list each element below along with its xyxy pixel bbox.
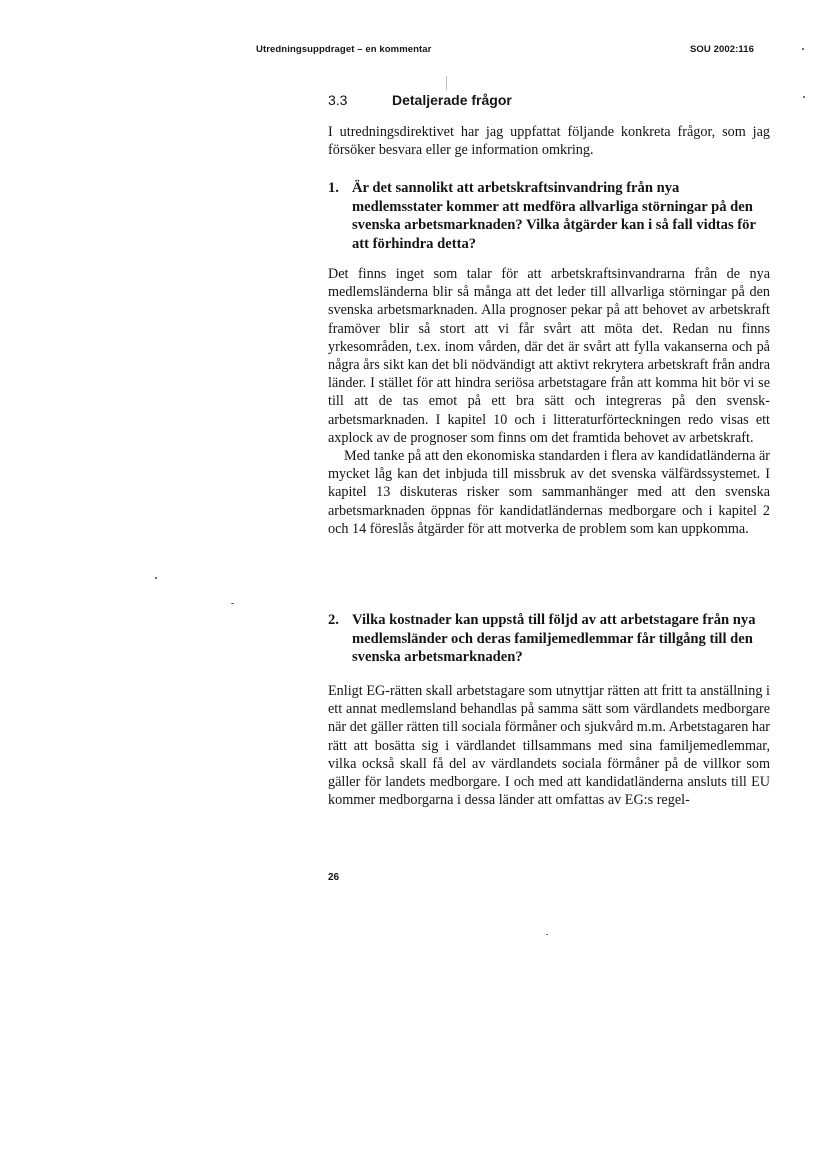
- scan-speck: [155, 577, 157, 579]
- question-1: [328, 179, 770, 253]
- answer-1-paragraph-2: Med tanke på att den ekonomiska standarden i flera av kandidatländerna är mycket låg kan det inbjuda till missbruk av det svenska välfärdssystemet. I kapitel 13 diskuteras risker som sammanhänger med att den svenska arbetsmarknaden öppnas för kandidatländernas medborgare och i kapitel 2 och 14 föreslås åtgärder för att motverka de problem som kan uppkomma.: [328, 448, 770, 537]
- scan-speck: [546, 934, 548, 935]
- question-2-text: Vilka kostnader kan uppstå till följd av att arbetstagare från nya medlemsländer och deras familjemedlemmar får tillgång till den svenska arbetsmarknaden?: [352, 612, 756, 666]
- question-2: [328, 611, 770, 667]
- page-number: 26: [328, 872, 340, 883]
- section-title: Detaljerade frågor: [392, 92, 512, 108]
- intro-paragraph: I utredningsdirektivet har jag uppfattat följande konkreta frågor, som jag försöker besvara eller ge information omkring.: [328, 124, 770, 159]
- scan-speck: [802, 48, 804, 50]
- answer-2-paragraph-1: Enligt EG-rätten skall arbetstagare som utnyttjar rätten att fritt ta anställning i ett annat medlemsland behandlas på samma sätt som värdlandets medborgare när det gäller rätten till sociala förmåner och sjukvård m.m. Arbetstagaren har rätt att bosätta sig i värdlandet tillsammans med sina familjemedlemmar, vilka också skall få del av värdlandets sociala förmåner på de villkor som gäller för landets medborgare. I och med att kandidatländerna ansluts till EU kommer medborgarna i dessa länder att omfattas av EG:s regel-: [328, 683, 770, 809]
- scan-mark: [446, 76, 447, 90]
- section-number: 3.3: [328, 92, 348, 108]
- question-2-number: 2.: [328, 612, 339, 628]
- running-head-right: SOU 2002:116: [690, 44, 755, 55]
- answer-1-text: [328, 265, 770, 538]
- running-head-left: Utredningsuppdraget – en kommentar: [256, 44, 432, 55]
- question-1-text: Är det sannolikt att arbetskraftsinvandring från nya medlemsstater kommer att medföra allvarliga störningar på den svenska arbetsmarknaden? Vilka åtgärder kan i så fall vidtas för att förhindra detta?: [352, 180, 756, 252]
- answer-1-paragraph-1: Det finns inget som talar för att arbetskraftsinvandrarna från de nya medlemsländerna blir så många att det leder till allvarliga störningar på den svenska arbetsmarknaden. Alla prognoser pekar på att behovet av arbetskraft framöver blir så stort att vi får svårt att möta det. Redan nu finns yrkesområden, t.ex. inom vården, där det är svårt att fylla vakanserna och på några års sikt kan det bli nödvändigt att aktivt rekrytera arbetskraft från andra länder. I stället för att hindra seriösa arbetstagare från att komma hit bör vi se till att de tas emot på ett bra sätt och integreras på den svensk- arbetsmarknaden. I kapitel 10 och i litteraturförteckningen redo visas ett axplock av de prognoser som finns om det framtida behovet av arbetskraft.: [328, 266, 770, 446]
- question-1-number: 1.: [328, 180, 339, 196]
- scan-speck: [803, 96, 805, 98]
- section-heading: [328, 92, 512, 108]
- scan-speck: [231, 603, 234, 604]
